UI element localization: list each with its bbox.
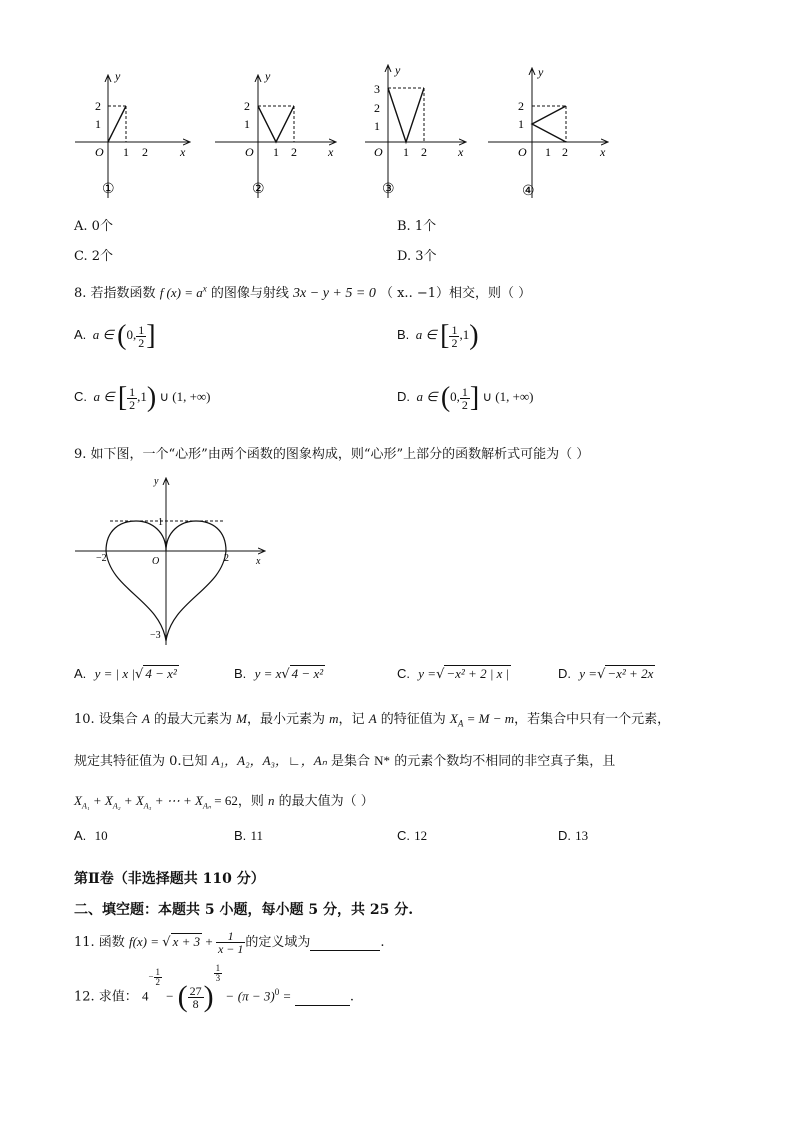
q10-option-d[interactable]: D. 13 bbox=[558, 828, 589, 843]
g2-xlabel: x bbox=[328, 145, 334, 159]
g3-y1: 1 bbox=[374, 119, 380, 133]
q7-option-c[interactable]: C. 2个 bbox=[74, 249, 114, 264]
q10-option-b[interactable]: B. 11 bbox=[234, 828, 263, 843]
q8-option-c[interactable]: C. a ∈ [ $\frac{1}{2}$ ,1) ∪ (1, +∞) bbox=[74, 382, 211, 413]
g4-ylabel: y bbox=[538, 65, 544, 79]
q9-option-b[interactable]: B. y = x√ 4 − x² bbox=[234, 666, 324, 682]
g1-y2: 2 bbox=[95, 99, 101, 113]
q8-option-d[interactable]: D. a ∈ (0, $\frac{1}{2}$ ] ∪ (1, +∞) bbox=[397, 382, 534, 413]
q8-fx: f (x) = a bbox=[159, 285, 203, 300]
q10-line-1: 10. 设集合 A 的最大元素为 M，最小元素为 m，记 A 的特征值为 $X_A = M - m$，若集合中只有一个元素， bbox=[74, 711, 671, 729]
g1-circle-label: ① bbox=[102, 182, 115, 197]
g2-x1: 1 bbox=[273, 145, 279, 159]
section-volume-2: 第Ⅱ卷（非选择题共 110 分） bbox=[74, 871, 265, 887]
heart-ylabel: y bbox=[154, 476, 159, 487]
g1-ylabel: y bbox=[115, 69, 121, 83]
q11-answer-blank[interactable] bbox=[310, 935, 380, 951]
q12: 12. 求值： 4− $\frac{1}{2}$ − ( $\frac{27}{8}$ ) $\frac{1}{3}$ − $(\pi - 3)^0$ = . bbox=[74, 963, 354, 1013]
graph-3 bbox=[365, 63, 466, 198]
heart-graph bbox=[70, 470, 270, 650]
q10-line-2: 规定其特征值为 0.已知 A₁，A₂，A₃，∟，Aₙ 是集合 N* 的元素个数均不相同的非空真子集，且 bbox=[74, 753, 616, 769]
q8-ray: 3x − y + 5 = 0 bbox=[293, 286, 376, 301]
g3-xlabel: x bbox=[458, 145, 464, 159]
heart-tick-m3: −3 bbox=[150, 630, 161, 641]
graph-4 bbox=[488, 65, 608, 199]
q8-stem: 8. 若指数函数 f $(x) = a^x$ 的图像与射线 3x − y + 5 = 0 （ x.. −1）相交，则（ ） bbox=[74, 283, 532, 301]
g3-y3: 3 bbox=[374, 82, 380, 96]
q10-option-c[interactable]: C. 12 bbox=[397, 828, 428, 843]
q12-answer-blank[interactable] bbox=[295, 990, 350, 1006]
g3-origin: O bbox=[374, 145, 383, 159]
q7-option-d[interactable]: D. 3个 bbox=[397, 249, 437, 264]
g2-circle-label: ② bbox=[252, 182, 265, 197]
q10-option-a[interactable]: A. 10 bbox=[74, 828, 108, 843]
q7-option-a[interactable]: A. 0个 bbox=[74, 219, 113, 234]
q8-option-a[interactable]: A. a ∈ (0, $\frac{1}{2}$ ] bbox=[74, 320, 156, 351]
q8-option-b[interactable]: B. a ∈ [ $\frac{1}{2}$ ,1) bbox=[397, 320, 479, 351]
graph-2 bbox=[215, 69, 336, 198]
g4-x2: 2 bbox=[562, 145, 568, 159]
g4-origin: O bbox=[518, 145, 527, 159]
g2-y1: 1 bbox=[244, 117, 250, 131]
g1-x1: 1 bbox=[123, 145, 129, 159]
g1-x2: 2 bbox=[142, 145, 148, 159]
q9-option-a[interactable]: A. y = | x |√ 4 − x² bbox=[74, 666, 177, 682]
g4-x1: 1 bbox=[545, 145, 551, 159]
q10-line-3: $X_{A_1} + X_{A_2} + X_{A_3}$ + ⋯ + $X_{A_n} = 62$，则 n 的最大值为（ ） bbox=[74, 793, 374, 811]
g1-y1: 1 bbox=[95, 117, 101, 131]
graph-1 bbox=[75, 69, 190, 198]
heart-tick-2: 2 bbox=[224, 553, 229, 564]
graphs-row bbox=[60, 60, 630, 210]
g2-ylabel: y bbox=[265, 69, 271, 83]
g2-y2: 2 bbox=[244, 99, 250, 113]
q11: 11. 函数 f(x) = √ x + 3 + $\frac{1}{x - 1}$ 的定义域为 . bbox=[74, 929, 385, 956]
g2-origin: O bbox=[245, 145, 254, 159]
q7-option-b[interactable]: B. 1个 bbox=[397, 219, 437, 234]
g1-origin: O bbox=[95, 145, 104, 159]
g4-circle-label: ④ bbox=[522, 184, 535, 199]
g4-xlabel: x bbox=[600, 145, 606, 159]
q9-option-c[interactable]: C. y =√ −x² + 2 | x | bbox=[397, 666, 510, 682]
heart-tick-1: 1 bbox=[158, 517, 163, 528]
heart-xlabel: x bbox=[256, 556, 261, 567]
g4-y2: 2 bbox=[518, 99, 524, 113]
g1-xlabel: x bbox=[180, 145, 186, 159]
section-part-2: 二、填空题：本题共 5 小题，每小题 5 分，共 25 分. bbox=[74, 902, 414, 918]
heart-tick-m2: −2 bbox=[96, 553, 107, 564]
q9-stem: 9. 如下图，一个“心形”由两个函数的图象构成，则“心形”上部分的函数解析式可能为（ ） bbox=[74, 447, 590, 462]
g3-x1: 1 bbox=[403, 145, 409, 159]
g2-x2: 2 bbox=[291, 145, 297, 159]
g3-ylabel: y bbox=[395, 63, 401, 77]
g3-circle-label: ③ bbox=[382, 182, 395, 197]
g3-x2: 2 bbox=[421, 145, 427, 159]
heart-origin: O bbox=[152, 556, 160, 567]
g4-y1: 1 bbox=[518, 117, 524, 131]
q9-option-d[interactable]: D. y =√ −x² + 2x bbox=[558, 666, 654, 682]
g3-y2: 2 bbox=[374, 101, 380, 115]
